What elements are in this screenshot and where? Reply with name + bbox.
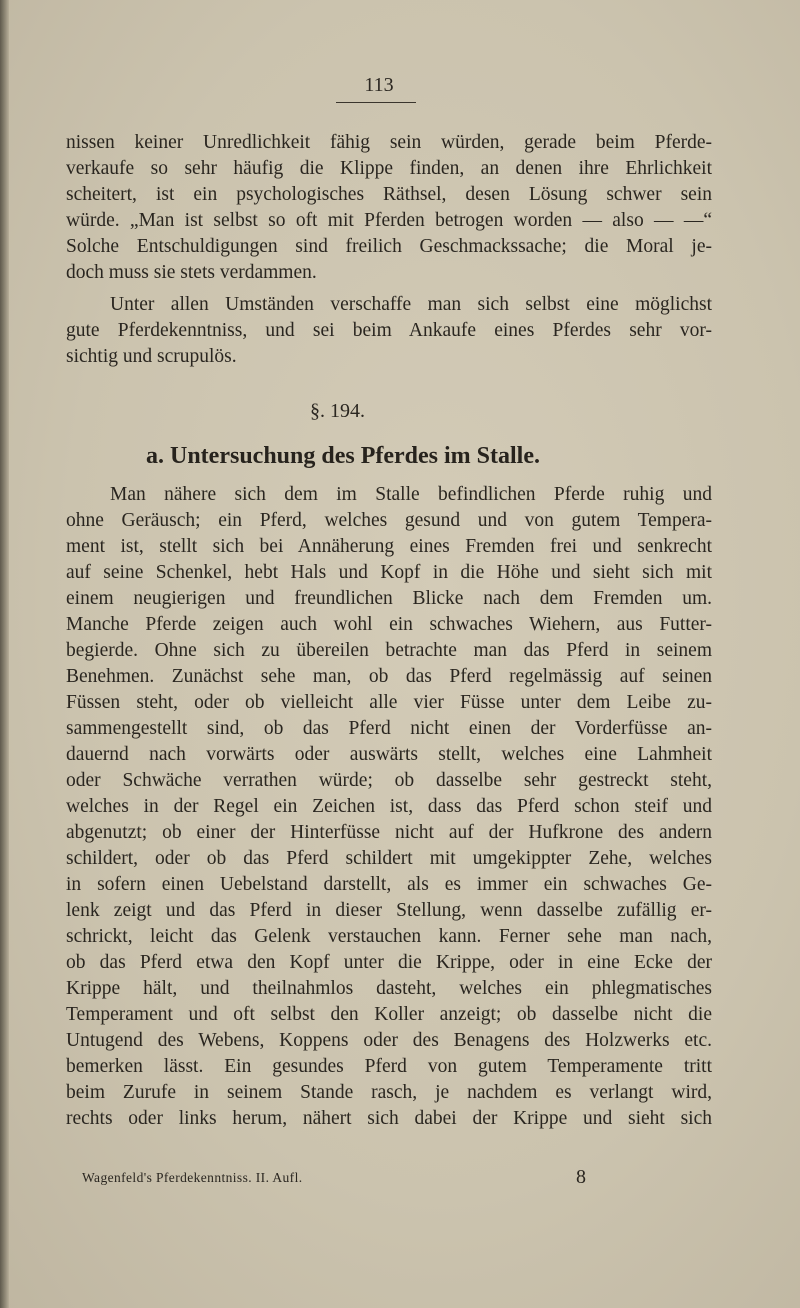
page-number: 113	[364, 74, 394, 96]
text-line: bemerken lässt. Ein gesundes Pferd von gutem Temperamente tritt	[66, 1056, 712, 1077]
text-line: ment ist, stellt sich bei Annäherung eines Fremden frei und senkrecht	[66, 536, 712, 557]
text-line: gute Pferdekenntniss, und sei beim Ankaufe eines Pferdes sehr vor-	[66, 320, 712, 341]
text-line: Unter allen Umständen verschaffe man sich selbst eine möglichst	[110, 294, 712, 315]
text-line: rechts oder links herum, nähert sich dabei der Krippe und sieht sich	[66, 1108, 712, 1129]
page-binding-edge	[0, 0, 9, 1308]
text-line: scheitert, ist ein psychologisches Räthsel, desen Lösung schwer sein	[66, 184, 712, 205]
text-line: welches in der Regel ein Zeichen ist, dass das Pferd schon steif und	[66, 796, 712, 817]
text-line: sammengestellt sind, ob das Pferd nicht einen der Vorderfüsse an-	[66, 718, 712, 739]
text-line: oder Schwäche verrathen würde; ob dasselbe sehr gestreckt steht,	[66, 770, 712, 791]
text-line: Füssen steht, oder ob vielleicht alle vier Füsse unter dem Leibe zu-	[66, 692, 712, 713]
header-rule	[336, 102, 416, 103]
text-line: schildert, oder ob das Pferd schildert mit umgekippter Zehe, welches	[66, 848, 712, 869]
text-line: begierde. Ohne sich zu übereilen betrachte man das Pferd in seinem	[66, 640, 712, 661]
text-line: Manche Pferde zeigen auch wohl ein schwaches Wiehern, aus Futter-	[66, 614, 712, 635]
text-line: Solche Entschuldigungen sind freilich Geschmackssache; die Moral je-	[66, 236, 712, 257]
text-line: nissen keiner Unredlichkeit fähig sein würden, gerade beim Pferde-	[66, 132, 712, 153]
text-line: abgenutzt; ob einer der Hinterfüsse nicht auf der Hufkrone des andern	[66, 822, 712, 843]
text-line: Man nähere sich dem im Stalle befindlichen Pferde ruhig und	[110, 484, 712, 505]
text-line: dauernd nach vorwärts oder auswärts stellt, welches eine Lahmheit	[66, 744, 712, 765]
sheet-number: 8	[576, 1166, 586, 1188]
text-line: auf seine Schenkel, hebt Hals und Kopf in die Höhe und sieht sich mit	[66, 562, 712, 583]
text-line: schrickt, leicht das Gelenk verstauchen kann. Ferner sehe man nach,	[66, 926, 712, 947]
text-line: Benehmen. Zunächst sehe man, ob das Pferd regelmässig auf seinen	[66, 666, 712, 687]
footer-signature: Wagenfeld's Pferdekenntniss. II. Aufl.	[82, 1170, 303, 1185]
text-line: Temperament und oft selbst den Koller anzeigt; ob dasselbe nicht die	[66, 1004, 712, 1025]
text-line: sichtig und scrupulös.	[66, 346, 237, 367]
section-number: §. 194.	[310, 400, 365, 422]
text-line: doch muss sie stets verdammen.	[66, 262, 317, 283]
text-line: Untugend des Webens, Koppens oder des Benagens des Holzwerks etc.	[66, 1030, 712, 1051]
text-line: ob das Pferd etwa den Kopf unter die Krippe, oder in eine Ecke der	[66, 952, 712, 973]
text-line: lenk zeigt und das Pferd in dieser Stellung, wenn dasselbe zufällig er-	[66, 900, 712, 921]
text-line: ohne Geräusch; ein Pferd, welches gesund und von gutem Tempera-	[66, 510, 712, 531]
text-line: verkaufe so sehr häufig die Klippe finden, an denen ihre Ehrlichkeit	[66, 158, 712, 179]
text-line: Krippe hält, und theilnahmlos dasteht, welches ein phlegmatisches	[66, 978, 712, 999]
text-line: einem neugierigen und freundlichen Blicke nach dem Fremden um.	[66, 588, 712, 609]
text-line: in sofern einen Uebelstand darstellt, als es immer ein schwaches Ge-	[66, 874, 712, 895]
text-line: würde. „Man ist selbst so oft mit Pferden betrogen worden — also — —“	[66, 210, 712, 231]
section-heading: a. Untersuchung des Pferdes im Stalle.	[146, 443, 540, 469]
text-line: beim Zurufe in seinem Stande rasch, je nachdem es verlangt wird,	[66, 1082, 712, 1103]
